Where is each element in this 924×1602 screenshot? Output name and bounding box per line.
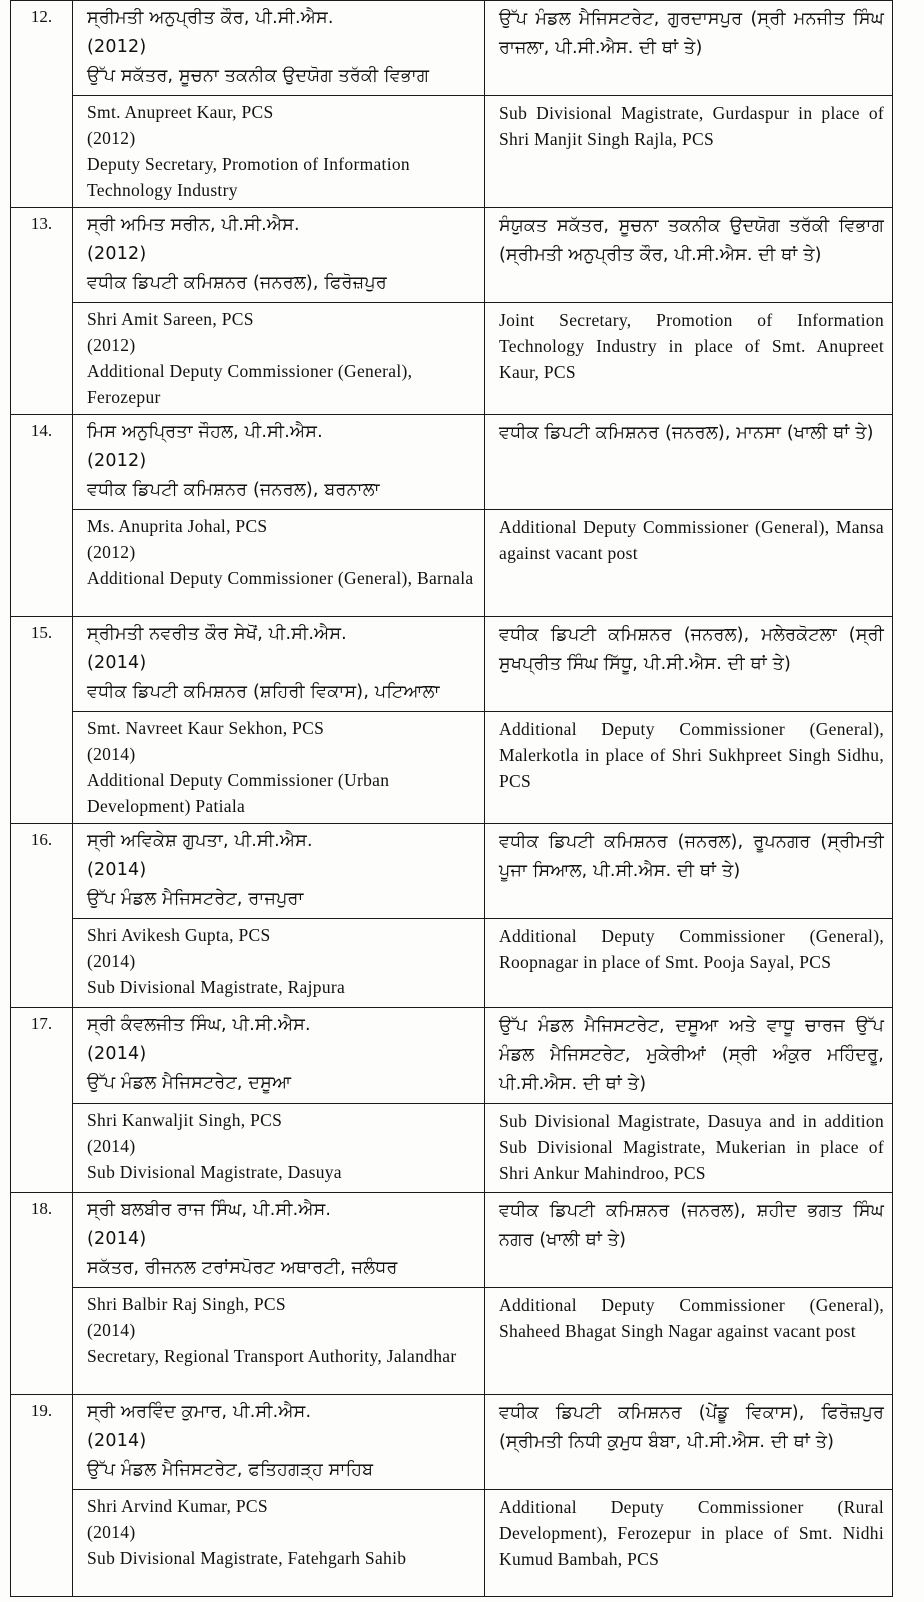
new-posting-english: Sub Divisional Magistrate, Dasuya and in addition Sub Divisional Magistrate, Mukerian in place of Shri Ankur Mahindroo, PCS bbox=[499, 1111, 884, 1183]
new-posting-punjabi: ਵਧੀਕ ਡਿਪਟੀ ਕਮਿਸ਼ਨਰ (ਜਨਰਲ), ਸ਼ਹੀਦ ਭਗਤ ਸਿੰਘ ਨਗਰ (ਖਾਲੀ ਥਾਂ ਤੇ) bbox=[499, 1201, 884, 1250]
serial-number: 16. bbox=[11, 824, 73, 1008]
officer-name-punjabi: ਸ੍ਰੀ ਅਵਿਕੇਸ਼ ਗੁਪਤਾ, ਪੀ.ਸੀ.ਐਸ. bbox=[87, 831, 313, 851]
officer-name-punjabi: ਸ੍ਰੀਮਤੀ ਨਵਰੀਤ ਕੌਰ ਸੇਖੋਂ, ਪੀ.ਸੀ.ਐਸ. bbox=[87, 624, 347, 644]
entry-row-english bbox=[11, 96, 893, 208]
current-post-punjabi: ਸਕੱਤਰ, ਰੀਜਨਲ ਟਰਾਂਸਪੋਰਟ ਅਥਾਰਟੀ, ਜਲੰਧਰ bbox=[87, 1258, 398, 1278]
officer-cell-english bbox=[73, 712, 485, 824]
officer-cell-punjabi bbox=[73, 1008, 485, 1104]
entry-row-punjabi bbox=[11, 824, 893, 919]
new-posting-cell-punjabi bbox=[485, 1395, 893, 1490]
entry-row-english bbox=[11, 510, 893, 617]
new-posting-cell-english bbox=[485, 919, 893, 1008]
batch-year: (2012) bbox=[87, 451, 147, 471]
posting-orders-table bbox=[10, 0, 893, 1597]
officer-cell-punjabi bbox=[73, 1, 485, 96]
entry-row-english bbox=[11, 919, 893, 1008]
officer-name-english: Smt. Anupreet Kaur, PCS bbox=[87, 102, 274, 122]
officer-cell-english bbox=[73, 303, 485, 415]
officer-cell-punjabi bbox=[73, 415, 485, 510]
new-posting-cell-english bbox=[485, 1490, 893, 1597]
officer-name-punjabi: ਸ੍ਰੀ ਅਮਿਤ ਸਰੀਨ, ਪੀ.ਸੀ.ਐਸ. bbox=[87, 215, 300, 235]
officer-cell-punjabi bbox=[73, 1395, 485, 1490]
entry-row-punjabi bbox=[11, 1193, 893, 1288]
new-posting-cell-english bbox=[485, 510, 893, 617]
batch-year: (2014) bbox=[87, 1136, 136, 1156]
new-posting-punjabi: ਵਧੀਕ ਡਿਪਟੀ ਕਮਿਸ਼ਨਰ (ਪੇਂਡੂ ਵਿਕਾਸ), ਫਿਰੋਜ਼ਪੁਰ (ਸ੍ਰੀਮਤੀ ਨਿਧੀ ਕੁਮੁਧ ਬੰਬਾ, ਪੀ.ਸੀ.ਐਸ. ਦੀ ਥਾਂ ਤੇ) bbox=[499, 1403, 884, 1452]
new-posting-cell-punjabi bbox=[485, 617, 893, 712]
officer-cell-punjabi bbox=[73, 208, 485, 303]
new-posting-cell-english bbox=[485, 303, 893, 415]
new-posting-english: Additional Deputy Commissioner (General), Shaheed Bhagat Singh Nagar against vacant post bbox=[499, 1295, 884, 1341]
serial-number: 14. bbox=[11, 415, 73, 617]
entry-row-english bbox=[11, 712, 893, 824]
serial-number: 12. bbox=[11, 1, 73, 208]
posting-orders-body bbox=[11, 1, 893, 1597]
new-posting-cell-punjabi bbox=[485, 415, 893, 510]
officer-name-punjabi: ਸ੍ਰੀਮਤੀ ਅਨੁਪ੍ਰੀਤ ਕੌਰ, ਪੀ.ਸੀ.ਐਸ. bbox=[87, 8, 334, 28]
entry-row-english bbox=[11, 1288, 893, 1395]
officer-cell-english bbox=[73, 510, 485, 617]
officer-cell-english bbox=[73, 919, 485, 1008]
new-posting-punjabi: ਉੱਪ ਮੰਡਲ ਮੈਜਿਸਟਰੇਟ, ਗੁਰਦਾਸਪੁਰ (ਸ੍ਰੀ ਮਨਜੀਤ ਸਿੰਘ ਰਾਜਲਾ, ਪੀ.ਸੀ.ਐਸ. ਦੀ ਥਾਂ ਤੇ) bbox=[499, 9, 884, 58]
new-posting-cell-english bbox=[485, 1288, 893, 1395]
current-post-english: Sub Divisional Magistrate, Fatehgarh Sahib bbox=[87, 1548, 407, 1568]
new-posting-english: Additional Deputy Commissioner (General), Mansa against vacant post bbox=[499, 517, 884, 563]
current-post-punjabi: ਉੱਪ ਮੰਡਲ ਮੈਜਿਸਟਰੇਟ, ਫਤਿਹਗੜ੍ਹ ਸਾਹਿਬ bbox=[87, 1460, 374, 1480]
new-posting-english: Additional Deputy Commissioner (General), Roopnagar in place of Smt. Pooja Sayal, PCS bbox=[499, 926, 884, 972]
new-posting-english: Additional Deputy Commissioner (General), Malerkotla in place of Shri Sukhpreet Singh Sidhu, PCS bbox=[499, 719, 884, 791]
new-posting-english: Additional Deputy Commissioner (Rural Development), Ferozepur in place of Smt. Nidhi Kumud Bambah, PCS bbox=[499, 1497, 884, 1569]
officer-name-punjabi: ਸ੍ਰੀ ਬਲਬੀਰ ਰਾਜ ਸਿੰਘ, ਪੀ.ਸੀ.ਐਸ. bbox=[87, 1200, 332, 1220]
officer-cell-english bbox=[73, 1104, 485, 1193]
serial-number: 17. bbox=[11, 1008, 73, 1193]
batch-year: (2014) bbox=[87, 951, 136, 971]
new-posting-cell-english bbox=[485, 1104, 893, 1193]
current-post-english: Sub Divisional Magistrate, Dasuya bbox=[87, 1162, 342, 1182]
officer-name-english: Shri Amit Sareen, PCS bbox=[87, 309, 254, 329]
officer-name-english: Ms. Anuprita Johal, PCS bbox=[87, 516, 268, 536]
officer-name-english: Shri Avikesh Gupta, PCS bbox=[87, 925, 271, 945]
current-post-punjabi: ਉੱਪ ਮੰਡਲ ਮੈਜਿਸਟਰੇਟ, ਰਾਜਪੁਰਾ bbox=[87, 889, 304, 909]
new-posting-cell-punjabi bbox=[485, 1193, 893, 1288]
new-posting-cell-punjabi bbox=[485, 824, 893, 919]
entry-row-english bbox=[11, 1490, 893, 1597]
entry-row-english bbox=[11, 303, 893, 415]
officer-name-english: Shri Balbir Raj Singh, PCS bbox=[87, 1294, 286, 1314]
batch-year: (2014) bbox=[87, 653, 147, 673]
new-posting-cell-punjabi bbox=[485, 208, 893, 303]
current-post-english: Deputy Secretary, Promotion of Information Technology Industry bbox=[87, 154, 410, 200]
new-posting-english: Sub Divisional Magistrate, Gurdaspur in place of Shri Manjit Singh Rajla, PCS bbox=[499, 103, 884, 149]
officer-name-punjabi: ਮਿਸ ਅਨੁਪ੍ਰਿਤਾ ਜੌਹਲ, ਪੀ.ਸੀ.ਐਸ. bbox=[87, 422, 323, 442]
serial-number: 13. bbox=[11, 208, 73, 415]
current-post-english: Additional Deputy Commissioner (General), Barnala bbox=[87, 568, 474, 588]
officer-name-punjabi: ਸ੍ਰੀ ਕੰਵਲਜੀਤ ਸਿੰਘ, ਪੀ.ਸੀ.ਐਸ. bbox=[87, 1015, 311, 1035]
officer-cell-english bbox=[73, 96, 485, 208]
new-posting-cell-english bbox=[485, 96, 893, 208]
new-posting-punjabi: ਉੱਪ ਮੰਡਲ ਮੈਜਿਸਟਰੇਟ, ਦਸੂਆ ਅਤੇ ਵਾਧੂ ਚਾਰਜ ਉੱਪ ਮੰਡਲ ਮੈਜਿਸਟਰੇਟ, ਮੁਕੇਰੀਆਂ (ਸ੍ਰੀ ਅੰਕੁਰ ਮਹਿੰਦਰੂ, ਪੀ.ਸੀ.ਐਸ. ਦੀ ਥਾਂ ਤੇ) bbox=[499, 1016, 884, 1094]
entry-row-punjabi bbox=[11, 1395, 893, 1490]
current-post-punjabi: ਉੱਪ ਮੰਡਲ ਮੈਜਿਸਟਰੇਟ, ਦਸੂਆ bbox=[87, 1073, 292, 1093]
officer-name-english: Shri Kanwaljit Singh, PCS bbox=[87, 1110, 283, 1130]
batch-year: (2014) bbox=[87, 1229, 147, 1249]
officer-cell-english bbox=[73, 1490, 485, 1597]
new-posting-punjabi: ਸੰਯੁਕਤ ਸਕੱਤਰ, ਸੂਚਨਾ ਤਕਨੀਕ ਉਦਯੋਗ ਤਰੱਕੀ ਵਿਭਾਗ (ਸ੍ਰੀਮਤੀ ਅਨੁਪ੍ਰੀਤ ਕੌਰ, ਪੀ.ਸੀ.ਐਸ. ਦੀ ਥਾਂ ਤੇ) bbox=[499, 216, 884, 265]
batch-year: (2012) bbox=[87, 542, 136, 562]
new-posting-punjabi: ਵਧੀਕ ਡਿਪਟੀ ਕਮਿਸ਼ਨਰ (ਜਨਰਲ), ਰੂਪਨਗਰ (ਸ੍ਰੀਮਤੀ ਪੂਜਾ ਸਿਆਲ, ਪੀ.ਸੀ.ਐਸ. ਦੀ ਥਾਂ ਤੇ) bbox=[499, 832, 884, 881]
batch-year: (2014) bbox=[87, 860, 147, 880]
batch-year: (2014) bbox=[87, 1320, 136, 1340]
entry-row-english bbox=[11, 1104, 893, 1193]
batch-year: (2014) bbox=[87, 1044, 147, 1064]
batch-year: (2014) bbox=[87, 1431, 147, 1451]
current-post-english: Additional Deputy Commissioner (General), Ferozepur bbox=[87, 361, 413, 407]
officer-cell-punjabi bbox=[73, 824, 485, 919]
new-posting-cell-english bbox=[485, 712, 893, 824]
officer-name-english: Smt. Navreet Kaur Sekhon, PCS bbox=[87, 718, 325, 738]
entry-row-punjabi bbox=[11, 415, 893, 510]
new-posting-cell-punjabi bbox=[485, 1, 893, 96]
current-post-english: Secretary, Regional Transport Authority, Jalandhar bbox=[87, 1346, 457, 1366]
entry-row-punjabi bbox=[11, 1, 893, 96]
officer-name-punjabi: ਸ੍ਰੀ ਅਰਵਿੰਦ ਕੁਮਾਰ, ਪੀ.ਸੀ.ਐਸ. bbox=[87, 1402, 312, 1422]
entry-row-punjabi bbox=[11, 1008, 893, 1104]
entry-row-punjabi bbox=[11, 208, 893, 303]
officer-name-english: Shri Arvind Kumar, PCS bbox=[87, 1496, 268, 1516]
new-posting-punjabi: ਵਧੀਕ ਡਿਪਟੀ ਕਮਿਸ਼ਨਰ (ਜਨਰਲ), ਮਲੇਰਕੋਟਲਾ (ਸ੍ਰੀ ਸੁਖਪ੍ਰੀਤ ਸਿੰਘ ਸਿੱਧੂ, ਪੀ.ਸੀ.ਐਸ. ਦੀ ਥਾਂ ਤੇ) bbox=[499, 625, 884, 674]
officer-cell-english bbox=[73, 1288, 485, 1395]
current-post-english: Additional Deputy Commissioner (Urban Development) Patiala bbox=[87, 770, 390, 816]
entry-row-punjabi bbox=[11, 617, 893, 712]
serial-number: 15. bbox=[11, 617, 73, 824]
batch-year: (2012) bbox=[87, 37, 147, 57]
officer-cell-punjabi bbox=[73, 1193, 485, 1288]
batch-year: (2014) bbox=[87, 744, 136, 764]
new-posting-punjabi: ਵਧੀਕ ਡਿਪਟੀ ਕਮਿਸ਼ਨਰ (ਜਨਰਲ), ਮਾਨਸਾ (ਖਾਲੀ ਥਾਂ ਤੇ) bbox=[499, 423, 874, 443]
batch-year: (2012) bbox=[87, 335, 136, 355]
serial-number: 19. bbox=[11, 1395, 73, 1597]
current-post-punjabi: ਵਧੀਕ ਡਿਪਟੀ ਕਮਿਸ਼ਨਰ (ਜਨਰਲ), ਫਿਰੋਜ਼ਪੁਰ bbox=[87, 273, 387, 293]
current-post-punjabi: ਵਧੀਕ ਡਿਪਟੀ ਕਮਿਸ਼ਨਰ (ਜਨਰਲ), ਬਰਨਾਲਾ bbox=[87, 480, 380, 500]
new-posting-english: Joint Secretary, Promotion of Information Technology Industry in place of Smt. Anupreet Kaur, PCS bbox=[499, 310, 884, 382]
batch-year: (2012) bbox=[87, 244, 147, 264]
current-post-punjabi: ਵਧੀਕ ਡਿਪਟੀ ਕਮਿਸ਼ਨਰ (ਸ਼ਹਿਰੀ ਵਿਕਾਸ), ਪਟਿਆਲਾ bbox=[87, 682, 440, 702]
current-post-english: Sub Divisional Magistrate, Rajpura bbox=[87, 977, 346, 997]
batch-year: (2012) bbox=[87, 128, 136, 148]
current-post-punjabi: ਉੱਪ ਸਕੱਤਰ, ਸੂਚਨਾ ਤਕਨੀਕ ਉਦਯੋਗ ਤਰੱਕੀ ਵਿਭਾਗ bbox=[87, 66, 430, 86]
new-posting-cell-punjabi bbox=[485, 1008, 893, 1104]
batch-year: (2014) bbox=[87, 1522, 136, 1542]
serial-number: 18. bbox=[11, 1193, 73, 1395]
officer-cell-punjabi bbox=[73, 617, 485, 712]
